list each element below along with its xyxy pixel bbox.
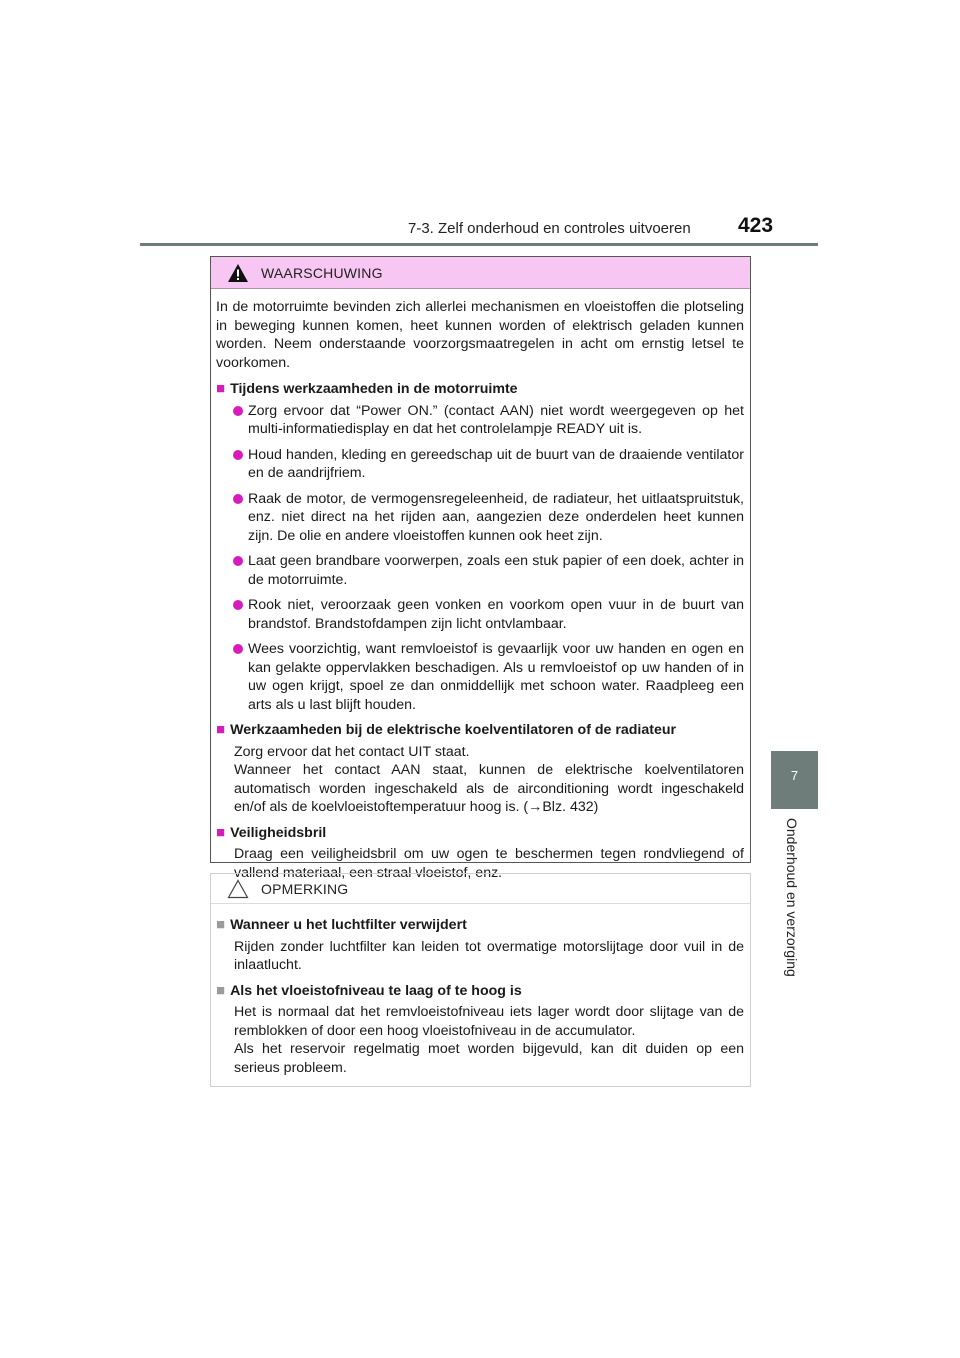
section-body xyxy=(234,1003,744,1077)
section-heading-text: Werkzaamheden bij de elektrische koelventilatoren of de radiateur xyxy=(230,722,677,738)
square-bullet-icon: ■ xyxy=(216,380,226,397)
section-body-line: Als het reservoir regelmatig moet worden bijgevuld, kan dit duiden op een serieus probleem. xyxy=(234,1041,744,1076)
section-heading xyxy=(216,982,744,1001)
section-body xyxy=(234,743,744,817)
list-item xyxy=(233,490,744,546)
round-bullet-icon xyxy=(233,450,243,460)
list-item-text: Raak de motor, de vermogensregeleenheid, de radiateur, het uitlaatspruitstuk, enz. niet direct na het rijden aan, aangezien deze onderdelen heet kunnen zijn. De olie en andere vloeistoffen kunnen ook heet zijn. xyxy=(248,490,744,544)
section-heading-text: Tijdens werkzaamheden in de motorruimte xyxy=(230,381,518,397)
section-body-line: Het is normaal dat het remvloeistofniveau iets lager wordt door slijtage van de remblokken of door een hoog vloeistofniveau in de accumulator. xyxy=(234,1004,744,1039)
section-body: Rijden zonder luchtfilter kan leiden tot overmatige motorslijtage door vuil in de inlaatlucht. xyxy=(234,938,744,973)
section-heading-text: Als het vloeistofniveau te laag of te hoog is xyxy=(230,982,522,999)
round-bullet-icon xyxy=(233,494,243,504)
square-bullet-icon: ■ xyxy=(216,981,226,999)
warning-title: WAARSCHUWING xyxy=(261,264,383,281)
warning-triangle-icon xyxy=(227,263,249,283)
section-heading xyxy=(216,380,744,399)
chapter-label: Onderhoud en verzorging xyxy=(784,818,800,977)
note-header xyxy=(211,874,750,904)
list-item-text: Zorg ervoor dat “Power ON.” (contact AAN) niet wordt weergegeven op het multi-informatiedisplay en dat het controlelampje READY uit is. xyxy=(248,402,744,437)
list-item-text: Wees voorzichtig, want remvloeistof is gevaarlijk voor uw handen en ogen en kan gelakte oppervlakken beschadigen. Als u remvloeistof op uw handen of in uw ogen krijgt, spoel ze dan onmiddellijk met schoon water. Raadpleeg een arts als u last blijft houden. xyxy=(248,641,744,713)
chapter-number: 7 xyxy=(790,768,799,783)
list-item-text: Rook niet, veroorzaak geen vonken en voorkom open vuur in de buurt van brandstof. Brandstofdampen zijn licht ontvlambaar. xyxy=(248,597,744,632)
section-heading-text: Veiligheidsbril xyxy=(230,824,327,841)
section-heading-text: Wanneer u het luchtfilter verwijdert xyxy=(230,917,467,933)
list-item xyxy=(233,552,744,589)
section-heading xyxy=(216,916,744,935)
list-item-text: Laat geen brandbare voorwerpen, zoals een stuk papier of een doek, achter in de motorruimte. xyxy=(248,553,744,588)
list-item xyxy=(233,596,744,633)
section-body-line: Zorg ervoor dat het contact UIT staat. xyxy=(234,743,470,760)
list-item xyxy=(233,640,744,714)
list-item xyxy=(233,446,744,483)
bullet-list xyxy=(216,402,744,715)
caution-outline-triangle-icon xyxy=(227,879,249,899)
round-bullet-icon xyxy=(233,406,243,416)
section-body-line: Wanneer het contact AAN staat, kunnen de elektrische koelventilatoren automatisch worden ingeschakeld als de airconditioning wordt ingeschakeld en/of als de koelvloeistoftemperatuur hoog is. (→Blz. 432) xyxy=(234,762,744,815)
note-content xyxy=(211,904,750,1077)
section-body: Draag een veiligheidsbril om uw ogen te beschermen tegen rondvliegend of vallend materiaal, een straal vloeistof, enz. xyxy=(234,846,744,881)
warning-content xyxy=(211,289,750,882)
warning-intro: In de motorruimte bevinden zich allerlei mechanismen en vloeistoffen die plotseling in beweging kunnen komen, heet kunnen worden of elektrisch geladen kunnen worden. Neem onderstaande voorzorgsmaatregelen in acht om ernstig letsel te voorkomen. xyxy=(216,299,744,371)
note-box xyxy=(210,873,751,1087)
round-bullet-icon xyxy=(233,600,243,610)
section-heading xyxy=(216,721,744,740)
list-item xyxy=(233,402,744,439)
square-bullet-icon: ■ xyxy=(216,823,226,841)
square-bullet-icon: ■ xyxy=(216,721,226,738)
warning-box xyxy=(210,256,751,881)
warning-header xyxy=(211,257,750,289)
round-bullet-icon xyxy=(233,556,243,566)
page-number: 423 xyxy=(738,214,774,237)
section-title: 7-3. Zelf onderhoud en controles uitvoeren xyxy=(408,220,691,237)
round-bullet-icon xyxy=(233,644,243,654)
list-item-text: Houd handen, kleding en gereedschap uit de buurt van de draaiende ventilator en de aandrijfriem. xyxy=(248,446,744,481)
header-rule xyxy=(140,243,818,246)
note-title: OPMERKING xyxy=(261,880,349,897)
section-heading xyxy=(216,824,744,843)
chapter-tab[interactable] xyxy=(771,751,818,809)
square-bullet-icon: ■ xyxy=(216,916,226,933)
